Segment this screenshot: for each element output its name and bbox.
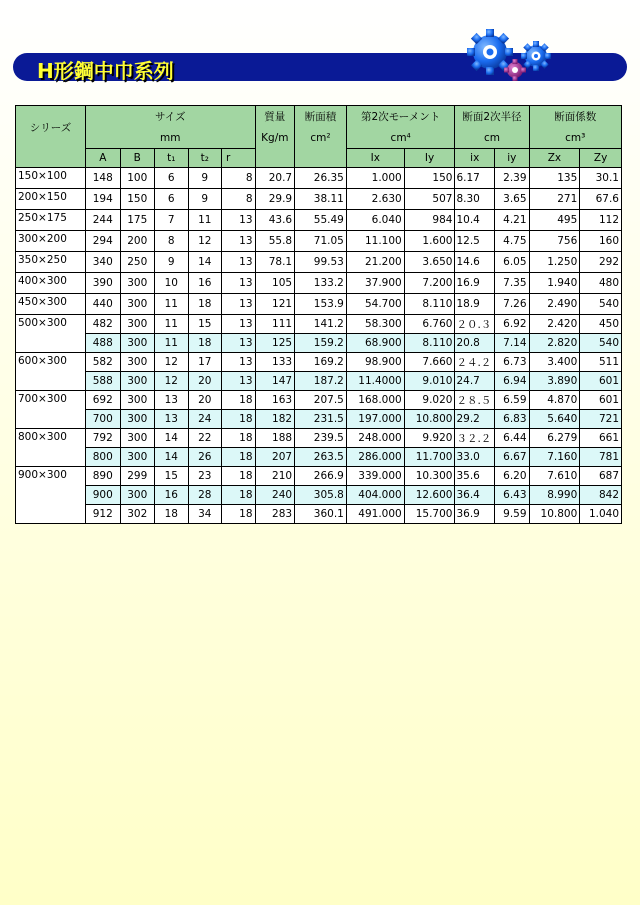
table-cell: 302 [120,505,155,524]
table-row [16,467,622,486]
header-moment-unit: cm⁴ [346,127,455,149]
table-cell: 8.110 [404,334,455,353]
table-cell: 11.100 [346,231,404,252]
table-cell: ２８.５ [455,391,495,410]
col-header-zy: Zy [580,149,622,168]
series-cell: 300×200 [16,231,86,252]
table-cell: 15.700 [404,505,455,524]
header-radius: 断面2次半径 [455,106,529,128]
table-cell: 16 [188,273,221,294]
table-cell: 153.9 [295,294,347,315]
table-cell: 6.94 [495,372,530,391]
table-cell: 150 [120,189,155,210]
table-cell: 5.640 [529,410,580,429]
table-cell: 300 [120,429,155,448]
table-cell: 9.59 [495,505,530,524]
table-cell: 404.000 [346,486,404,505]
table-cell: 286.000 [346,448,404,467]
table-cell: 13 [222,372,256,391]
table-cell: 248.000 [346,429,404,448]
table-cell: 13 [222,353,256,372]
table-cell: 6.83 [495,410,530,429]
table-cell: 390 [86,273,121,294]
table-cell: 360.1 [295,505,347,524]
table-cell: 8 [222,168,256,189]
table-cell: 188 [255,429,295,448]
header-size: サイズ [86,106,255,128]
table-cell: 163 [255,391,295,410]
table-cell: 12.600 [404,486,455,505]
table-row [16,505,622,524]
table-cell: 71.05 [295,231,347,252]
table-cell: 8 [155,231,188,252]
table-cell: 3.400 [529,353,580,372]
table-cell: 10.800 [404,410,455,429]
table-cell: 16.9 [455,273,495,294]
table-cell: 36.9 [455,505,495,524]
table-cell: 112 [580,210,622,231]
col-header-zx: Zx [529,149,580,168]
table-cell: 33.0 [455,448,495,467]
table-cell: 148 [86,168,121,189]
table-cell: 55.49 [295,210,347,231]
table-cell: 18 [222,467,256,486]
table-cell: 18 [188,294,221,315]
table-cell: 22 [188,429,221,448]
table-cell: 37.900 [346,273,404,294]
table-cell: 2.39 [495,168,530,189]
table-cell: 339.000 [346,467,404,486]
table-cell: 12 [155,353,188,372]
table-cell: 482 [86,315,121,334]
gears-icon [460,26,560,84]
header-moment: 第2次モーメント [346,106,455,128]
table-cell: 6.760 [404,315,455,334]
series-cell: 900×300 [16,467,86,524]
table-cell: 2.490 [529,294,580,315]
table-cell: ２４.２ [455,353,495,372]
table-cell: 450 [580,315,622,334]
table-cell: 9 [188,189,221,210]
table-cell: 1.940 [529,273,580,294]
table-cell: 13 [222,210,256,231]
table-cell: 168.000 [346,391,404,410]
table-cell: 150 [404,168,455,189]
col-header-ix-radius: ix [455,149,495,168]
table-cell: 26 [188,448,221,467]
series-cell: 600×300 [16,353,86,391]
table-cell: 207.5 [295,391,347,410]
table-row [16,429,622,448]
table-cell: 10 [155,273,188,294]
table-cell: 300 [120,315,155,334]
table-cell: 3.650 [404,252,455,273]
table-cell: 6.59 [495,391,530,410]
series-cell: 350×250 [16,252,86,273]
table-cell: 34 [188,505,221,524]
table-cell: 6.67 [495,448,530,467]
table-cell: 283 [255,505,295,524]
table-cell: 13 [222,294,256,315]
table-cell: 661 [580,429,622,448]
table-cell: 30.1 [580,168,622,189]
series-cell: 250×175 [16,210,86,231]
table-cell: 8.990 [529,486,580,505]
table-cell: 7.660 [404,353,455,372]
table-cell: 300 [120,391,155,410]
col-header-b: B [120,149,155,168]
series-cell: 200×150 [16,189,86,210]
table-row [16,273,622,294]
col-header-a: A [86,149,121,168]
col-header-ix-moment: Ix [346,149,404,168]
table-cell: 10.300 [404,467,455,486]
table-cell: 100 [120,168,155,189]
table-cell: 175 [120,210,155,231]
table-cell: 121 [255,294,295,315]
header-size-unit: mm [86,127,255,149]
h-beam-spec-table [15,105,622,524]
table-cell: 20.7 [255,168,295,189]
table-row [16,353,622,372]
table-cell: 159.2 [295,334,347,353]
table-cell: 18 [155,505,188,524]
table-cell: 200 [120,231,155,252]
table-cell: 540 [580,294,622,315]
table-cell: 29.2 [455,410,495,429]
table-cell: 28 [188,486,221,505]
table-cell: 6.20 [495,467,530,486]
table-cell: 2.420 [529,315,580,334]
table-cell: 29.9 [255,189,295,210]
table-cell: 13 [222,315,256,334]
series-cell: 400×300 [16,273,86,294]
table-cell: 300 [120,353,155,372]
table-cell: 2.630 [346,189,404,210]
header-area: 断面積 [295,106,347,128]
table-cell: 250 [120,252,155,273]
table-cell: 300 [120,410,155,429]
table-cell: 601 [580,372,622,391]
table-cell: 13 [222,273,256,294]
table-row [16,189,622,210]
table-cell: 601 [580,391,622,410]
page-title: H形鋼中巾系列 [37,59,174,83]
series-cell: 800×300 [16,429,86,467]
table-cell: 68.900 [346,334,404,353]
table-cell: 231.5 [295,410,347,429]
table-cell: 58.300 [346,315,404,334]
table-cell: 800 [86,448,121,467]
table-cell: 588 [86,372,121,391]
table-cell: 54.700 [346,294,404,315]
header-modulus-unit: cm³ [529,127,621,149]
table-cell: 2.820 [529,334,580,353]
table-cell: 99.53 [295,252,347,273]
series-cell: 450×300 [16,294,86,315]
table-cell: 14.6 [455,252,495,273]
table-cell: 9.020 [404,391,455,410]
table-cell: 182 [255,410,295,429]
table-cell: 10.800 [529,505,580,524]
table-cell: 24 [188,410,221,429]
table-cell: 300 [120,334,155,353]
table-row [16,391,622,410]
table-cell: 11.4000 [346,372,404,391]
header-radius-unit: cm [455,127,529,149]
table-cell: 299 [120,467,155,486]
table-cell: 495 [529,210,580,231]
header-mass-blank [255,149,295,168]
table-cell: 9 [188,168,221,189]
table-cell: 488 [86,334,121,353]
table-row [16,334,622,353]
table-cell: 440 [86,294,121,315]
table-cell: 11 [155,334,188,353]
table-cell: 133 [255,353,295,372]
table-cell: 187.2 [295,372,347,391]
table-row [16,231,622,252]
table-cell: 842 [580,486,622,505]
header-modulus: 断面係数 [529,106,621,128]
table-cell: 692 [86,391,121,410]
table-cell: 6.279 [529,429,580,448]
table-cell: 7 [155,210,188,231]
table-cell: 912 [86,505,121,524]
table-cell: 4.75 [495,231,530,252]
table-cell: 55.8 [255,231,295,252]
table-cell: 6.05 [495,252,530,273]
table-cell: 12.5 [455,231,495,252]
table-cell: 18 [188,334,221,353]
table-cell: 6.44 [495,429,530,448]
table-cell: 13 [222,252,256,273]
table-cell: 1.250 [529,252,580,273]
table-row [16,486,622,505]
table-cell: 169.2 [295,353,347,372]
table-cell: 141.2 [295,315,347,334]
table-cell: 18.9 [455,294,495,315]
table-cell: 15 [188,315,221,334]
table-cell: 305.8 [295,486,347,505]
table-cell: 13 [222,231,256,252]
table-cell: 3.890 [529,372,580,391]
table-cell: 15 [155,467,188,486]
table-cell: 12 [188,231,221,252]
table-cell: 11 [188,210,221,231]
table-cell: 6.040 [346,210,404,231]
series-cell: 150×100 [16,168,86,189]
table-cell: 194 [86,189,121,210]
table-cell: 540 [580,334,622,353]
table-cell: 105 [255,273,295,294]
table-cell: 16 [155,486,188,505]
table-cell: 3.65 [495,189,530,210]
table-cell: 21.200 [346,252,404,273]
table-cell: 18 [222,391,256,410]
table-cell: 8 [222,189,256,210]
table-cell: 4.21 [495,210,530,231]
table-row [16,410,622,429]
header-area-unit: cm² [295,127,347,149]
table-cell: 240 [255,486,295,505]
table-cell: 24.7 [455,372,495,391]
table-cell: 300 [120,294,155,315]
col-header-iy-radius: iy [495,149,530,168]
table-cell: 20 [188,391,221,410]
table-row [16,448,622,467]
table-cell: 98.900 [346,353,404,372]
table-cell: 582 [86,353,121,372]
table-cell: 7.26 [495,294,530,315]
header-series-blank [16,149,86,168]
table-cell: 17 [188,353,221,372]
table-cell: 263.5 [295,448,347,467]
table-cell: ２０.３ [455,315,495,334]
table-row [16,315,622,334]
table-cell: 18 [222,429,256,448]
table-cell: 300 [120,372,155,391]
table-cell: 133.2 [295,273,347,294]
table-cell: 18 [222,505,256,524]
table-cell: 38.11 [295,189,347,210]
table-cell: 6 [155,168,188,189]
table-cell: 300 [120,273,155,294]
table-cell: 18 [222,486,256,505]
col-header-r: r [222,149,256,168]
table-cell: 14 [155,429,188,448]
table-cell: 11 [155,315,188,334]
table-cell: 20 [188,372,221,391]
table-cell: 792 [86,429,121,448]
table-cell: 266.9 [295,467,347,486]
table-cell: 1.600 [404,231,455,252]
table-row [16,168,622,189]
table-cell: 18 [222,448,256,467]
col-header-t1: t₁ [155,149,188,168]
table-cell: 491.000 [346,505,404,524]
table-cell: 271 [529,189,580,210]
table-cell: 43.6 [255,210,295,231]
table-cell: 10.4 [455,210,495,231]
table-cell: ３２.２ [455,429,495,448]
table-cell: 14 [188,252,221,273]
table-cell: 12 [155,372,188,391]
table-cell: 11.700 [404,448,455,467]
table-cell: 1.000 [346,168,404,189]
table-row [16,372,622,391]
table-cell: 26.35 [295,168,347,189]
table-cell: 67.6 [580,189,622,210]
table-row [16,210,622,231]
table-cell: 35.6 [455,467,495,486]
table-cell: 6.73 [495,353,530,372]
table-cell: 147 [255,372,295,391]
table-cell: 507 [404,189,455,210]
table-cell: 300 [120,486,155,505]
table-cell: 340 [86,252,121,273]
table-cell: 197.000 [346,410,404,429]
table-cell: 294 [86,231,121,252]
table-cell: 900 [86,486,121,505]
col-header-iy-moment: Iy [404,149,455,168]
table-cell: 125 [255,334,295,353]
table-cell: 7.610 [529,467,580,486]
table-cell: 36.4 [455,486,495,505]
table-cell: 111 [255,315,295,334]
table-cell: 4.870 [529,391,580,410]
table-cell: 6.17 [455,168,495,189]
table-cell: 23 [188,467,221,486]
table-cell: 9.920 [404,429,455,448]
header-mass-unit: Kg/m [255,127,295,149]
header-series: シリーズ [16,106,86,149]
table-cell: 7.14 [495,334,530,353]
table-cell: 20.8 [455,334,495,353]
table-cell: 13 [155,391,188,410]
table-cell: 6.43 [495,486,530,505]
table-row [16,294,622,315]
table-cell: 721 [580,410,622,429]
table-cell: 9 [155,252,188,273]
col-header-t2: t₂ [188,149,221,168]
table-cell: 687 [580,467,622,486]
table-cell: 8.110 [404,294,455,315]
table-cell: 210 [255,467,295,486]
table-cell: 6 [155,189,188,210]
table-cell: 78.1 [255,252,295,273]
table-cell: 135 [529,168,580,189]
table-cell: 300 [120,448,155,467]
table-cell: 756 [529,231,580,252]
table-row [16,252,622,273]
table-cell: 239.5 [295,429,347,448]
table-cell: 14 [155,448,188,467]
table-cell: 7.35 [495,273,530,294]
table-cell: 7.200 [404,273,455,294]
table-cell: 890 [86,467,121,486]
table-cell: 11 [155,294,188,315]
table-cell: 160 [580,231,622,252]
header-area-blank [295,149,347,168]
table-cell: 292 [580,252,622,273]
series-cell: 700×300 [16,391,86,429]
table-cell: 511 [580,353,622,372]
table-cell: 207 [255,448,295,467]
table-cell: 13 [155,410,188,429]
series-cell: 500×300 [16,315,86,353]
table-cell: 8.30 [455,189,495,210]
table-cell: 1.040 [580,505,622,524]
table-cell: 700 [86,410,121,429]
table-cell: 244 [86,210,121,231]
table-cell: 13 [222,334,256,353]
table-cell: 480 [580,273,622,294]
table-cell: 18 [222,410,256,429]
table-cell: 984 [404,210,455,231]
header-mass: 質量 [255,106,295,128]
table-cell: 781 [580,448,622,467]
table-cell: 7.160 [529,448,580,467]
table-cell: 9.010 [404,372,455,391]
table-cell: 6.92 [495,315,530,334]
